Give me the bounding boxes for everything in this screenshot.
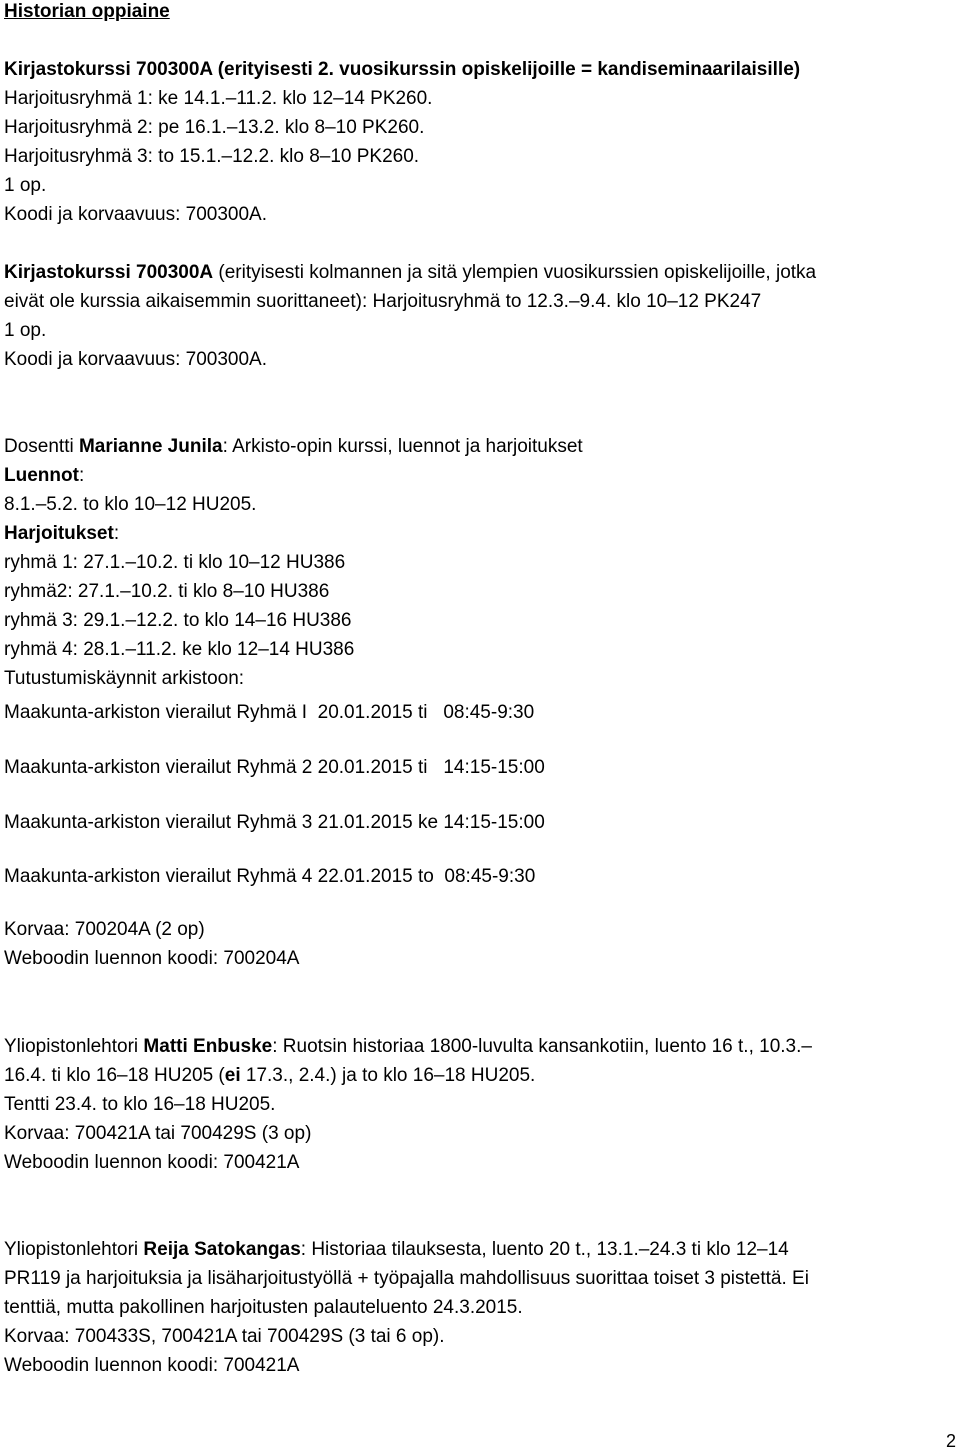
- credit-replacement: Korvaa: 700433S, 700421A tai 700429S (3 tai 6 op).: [4, 1326, 445, 1347]
- course-name: : Arkisto-opin kurssi, luennot ja harjoitukset: [222, 436, 583, 457]
- course-name: : Historiaa tilauksesta, luento 20 t., 13.1.–24.3 ti klo 12–14: [300, 1239, 789, 1260]
- teacher-name: Reija Satokangas: [143, 1239, 301, 1260]
- weboodi-code: Weboodin luennon koodi: 700204A: [4, 948, 300, 969]
- course-description-2: tenttiä, mutta pakollinen harjoitusten palauteluento 24.3.2015.: [4, 1297, 523, 1318]
- exercise-group-4: ryhmä 4: 28.1.–11.2. ke klo 12–14 HU386: [4, 639, 355, 660]
- lectures-label: [4, 465, 84, 487]
- schedule-part-a: 16.4. ti klo 16–18 HU205 (: [4, 1065, 225, 1086]
- exercise-group-1: Harjoitusryhmä 1: ke 14.1.–11.2. klo 12–14 PK260.: [4, 88, 433, 109]
- exercises-label-text: Harjoitukset: [4, 523, 114, 544]
- exercises-colon: :: [113, 523, 120, 544]
- exam-date: Tentti 23.4. to klo 16–18 HU205.: [4, 1094, 276, 1115]
- section-heading: Historian oppiaine: [4, 1, 170, 22]
- teacher-title: Yliopistonlehtori: [4, 1239, 144, 1260]
- lectures-label-text: Luennot: [4, 465, 79, 486]
- exercise-group-2: ryhmä2: 27.1.–10.2. ti klo 8–10 HU386: [4, 581, 330, 602]
- course-title-sweden: [4, 1036, 812, 1058]
- archive-visits-label: Tutustumiskäynnit arkistoon:: [4, 668, 245, 689]
- weboodi-code: Weboodin luennon koodi: 700421A: [4, 1152, 300, 1173]
- credit-replacement: Korvaa: 700204A (2 op): [4, 919, 205, 940]
- teacher-title: Yliopistonlehtori: [4, 1036, 144, 1057]
- page-number: 2: [945, 1431, 956, 1451]
- schedule-part-b: 17.3., 2.4.) ja to klo 16–18 HU205.: [240, 1065, 536, 1086]
- exercise-group-1: ryhmä 1: 27.1.–10.2. ti klo 10–12 HU386: [4, 552, 346, 573]
- course-title-bold: Kirjastokurssi 700300A: [4, 262, 214, 283]
- lectures-time: 8.1.–5.2. to klo 10–12 HU205.: [4, 494, 257, 515]
- course-title-library-1: Kirjastokurssi 700300A (erityisesti 2. vuosikurssin opiskelijoille = kandiseminaarilaisille): [4, 59, 801, 80]
- exercises-label: [4, 523, 119, 545]
- credit-points: 1 op.: [4, 175, 47, 196]
- course-description: eivät ole kurssia aikaisemmin suorittaneet): Harjoitusryhmä to 12.3.–9.4. klo 10–12 PK247: [4, 291, 762, 312]
- lectures-colon: :: [78, 465, 85, 486]
- archive-visit-1: Maakunta-arkiston vierailut Ryhmä I 20.01.2015 ti 08:45-9:30: [4, 702, 535, 723]
- course-code: Koodi ja korvaavuus: 700300A.: [4, 349, 268, 370]
- course-code: Koodi ja korvaavuus: 700300A.: [4, 204, 268, 225]
- schedule-not: ei: [224, 1065, 241, 1086]
- exercise-group-3: ryhmä 3: 29.1.–12.2. to klo 14–16 HU386: [4, 610, 352, 631]
- credit-points: 1 op.: [4, 320, 47, 341]
- teacher-title: Dosentti: [4, 436, 79, 457]
- teacher-name: Matti Enbuske: [143, 1036, 273, 1057]
- weboodi-code: Weboodin luennon koodi: 700421A: [4, 1355, 300, 1376]
- archive-visit-4: Maakunta-arkiston vierailut Ryhmä 4 22.01.2015 to 08:45-9:30: [4, 866, 536, 887]
- lecture-schedule: [4, 1065, 535, 1087]
- archive-visit-3: Maakunta-arkiston vierailut Ryhmä 3 21.01.2015 ke 14:15-15:00: [4, 812, 545, 833]
- course-name: : Ruotsin historiaa 1800-luvulta kansankotiin, luento 16 t., 10.3.–: [272, 1036, 812, 1057]
- teacher-name: Marianne Junila: [78, 436, 223, 457]
- course-description: PR119 ja harjoituksia ja lisäharjoitustyöllä + työpajalla mahdollisuus suorittaa toiset 3 pistettä. Ei: [4, 1268, 809, 1289]
- course-title-library-2: [4, 262, 816, 284]
- course-title-rest: (erityisesti kolmannen ja sitä ylempien vuosikurssien opiskelijoille, jotka: [213, 262, 817, 283]
- course-title-archive: [4, 436, 583, 458]
- exercise-group-3: Harjoitusryhmä 3: to 15.1.–12.2. klo 8–10 PK260.: [4, 146, 420, 167]
- archive-visit-2: Maakunta-arkiston vierailut Ryhmä 2 20.01.2015 ti 14:15-15:00: [4, 757, 545, 778]
- credit-replacement: Korvaa: 700421A tai 700429S (3 op): [4, 1123, 312, 1144]
- exercise-group-2: Harjoitusryhmä 2: pe 16.1.–13.2. klo 8–10 PK260.: [4, 117, 425, 138]
- course-title-commission: [4, 1239, 789, 1261]
